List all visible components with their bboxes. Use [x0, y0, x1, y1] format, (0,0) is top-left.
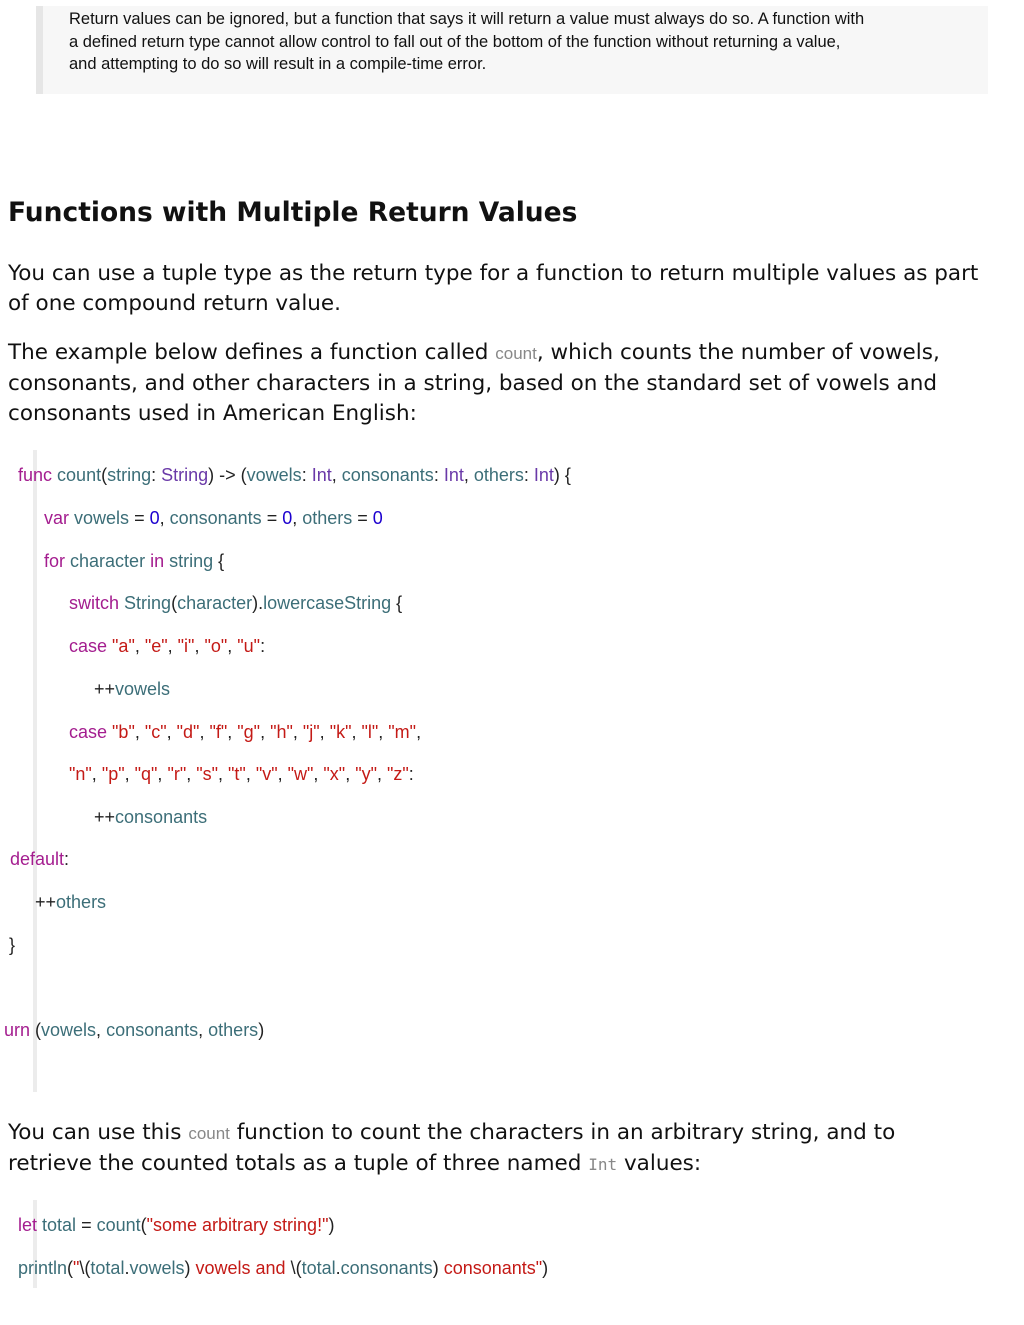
code-block-usage [0, 1200, 1024, 1290]
code-line: var vowels = 0, consonants = 0, others = 0 [44, 508, 383, 528]
paragraph-text: function to count the characters in an arbitrary string, and to [229, 1120, 896, 1145]
code-block-count [0, 450, 1024, 1095]
note-line: a defined return type cannot allow control to fall out of the bottom of the function without returning a value, [69, 32, 841, 51]
code-line: default: [10, 849, 70, 869]
paragraph-text: values: [617, 1151, 702, 1176]
code-line: "n", "p", "q", "r", "s", "t", "v", "w", "x", "y", "z": [69, 764, 414, 784]
code-gutter-bar [33, 450, 37, 1092]
inline-code: count [495, 344, 537, 363]
code-line: ++others [35, 892, 107, 912]
code-line: for character in string { [44, 551, 225, 571]
paragraph-line: consonants used in American English: [8, 401, 417, 426]
paragraph-text: The example below defines a function called [8, 340, 496, 365]
code-line: println("\(total.vowels) vowels and \(total.consonants) consonants") [18, 1258, 549, 1278]
paragraph-line: You can use a tuple type as the return type for a function to return multiple values as part [8, 261, 979, 286]
paragraph-text: You can use this [8, 1120, 189, 1145]
inline-code: count [188, 1124, 230, 1143]
code-line: func count(string: String) -> (vowels: Int, consonants: Int, others: Int) { [18, 465, 571, 485]
paragraph-text: retrieve the counted totals as a tuple of three named [8, 1151, 589, 1176]
code-line: case "a", "e", "i", "o", "u": [69, 636, 266, 656]
code-line: case "b", "c", "d", "f", "g", "h", "j", "k", "l", "m", [69, 722, 422, 742]
code-line: urn (vowels, consonants, others) [4, 1020, 265, 1040]
paragraph-line: consonants, and other characters in a string, based on the standard set of vowels and [8, 371, 937, 396]
note-callout [36, 6, 988, 94]
code-line: ++vowels [94, 679, 171, 699]
paragraph-tuple-intro [8, 259, 1020, 319]
note-line: Return values can be ignored, but a function that says it will return a value must always do so. A function with [69, 10, 865, 28]
paragraph-line: of one compound return value. [8, 291, 341, 316]
code-line: let total = count("some arbitrary string!") [18, 1215, 335, 1235]
code-line: switch String(character).lowercaseString { [69, 593, 403, 613]
section-title: Functions with Multiple Return Values [8, 197, 578, 228]
paragraph-text: , which counts the number of vowels, [536, 340, 940, 365]
paragraph-example-intro [8, 338, 1020, 429]
note-line: and attempting to do so will result in a compile-time error. [69, 55, 487, 74]
code-line: ++consonants [94, 807, 208, 827]
paragraph-usage [8, 1118, 1020, 1180]
code-line: } [9, 935, 16, 955]
note-text [69, 8, 981, 76]
inline-code: Int [588, 1155, 618, 1174]
